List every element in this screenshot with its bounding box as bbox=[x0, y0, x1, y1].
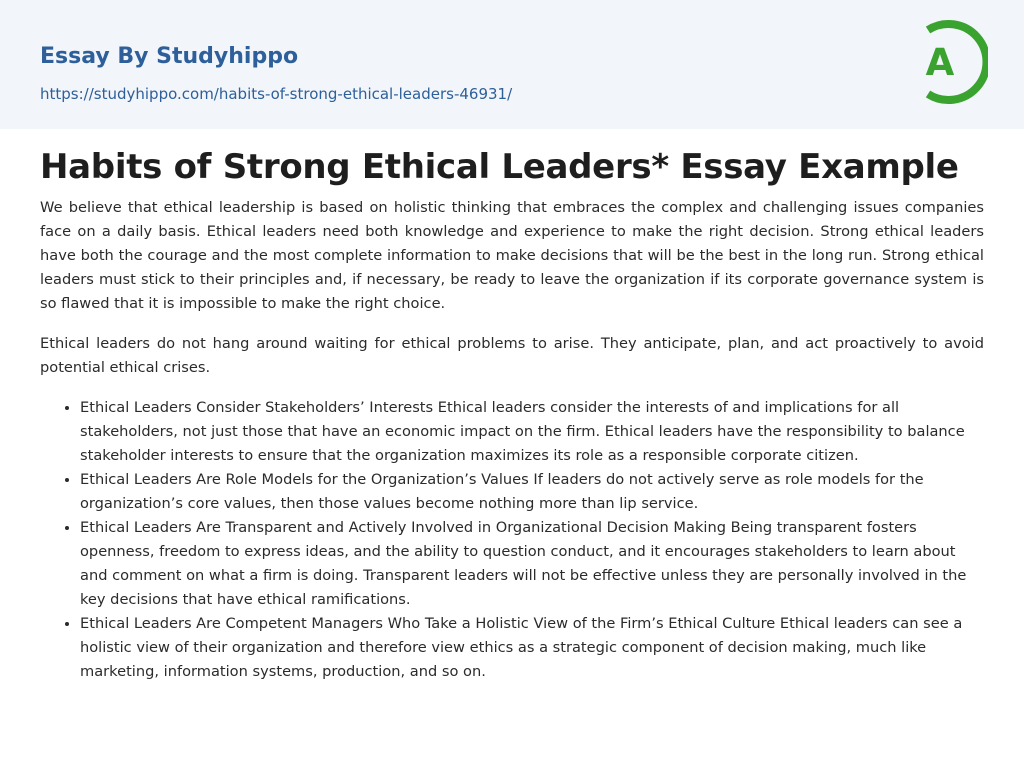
list-item: • Ethical Leaders Are Transparent and Actively Involved in Organizational Decision Making Being transparent fosters openness, freedom to express ideas, and the ability to question conduct, and it encourages stakeholders to learn about and comment on what a firm is doing. Transparent leaders will not be effective unless they are personally involved in the key decisions that have ethical ramifications. bbox=[80, 516, 984, 612]
source-url-link[interactable]: https://studyhippo.com/habits-of-strong-ethical-leaders-46931/ bbox=[40, 85, 513, 103]
list-item: • Ethical Leaders Are Role Models for the Organization’s Values If leaders do not actively serve as role models for the organization’s core values, then those values become nothing more than lip service. bbox=[80, 468, 984, 516]
list-item: • Ethical Leaders Are Competent Managers Who Take a Holistic View of the Firm’s Ethical Culture Ethical leaders can see a holistic view of their organization and therefore view ethics as a strategic component of decision making, much like marketing, information systems, production, and so on. bbox=[80, 612, 984, 684]
circle-a-logo-icon[interactable] bbox=[904, 18, 988, 106]
paragraph-proactive: Ethical leaders do not hang around waiting for ethical problems to arise. They anticipate, plan, and act proactively to avoid potential ethical crises. bbox=[40, 335, 984, 376]
page-title: Habits of Strong Ethical Leaders* Essay Example bbox=[40, 147, 959, 187]
article bbox=[40, 144, 984, 684]
habits-list bbox=[40, 396, 984, 684]
paragraph-intro: We believe that ethical leadership is based on holistic thinking that embraces the complex and challenging issues companies face on a daily basis. Ethical leaders need both knowledge and experience to make the right decision. Strong ethical leaders have both the courage and the most complete information to make decisions that will be the best in the long run. Strong ethical leaders must stick to their principles and, if necessary, be ready to leave the organization if its corporate governance system is so flawed that it is impossible to make the right choice. bbox=[40, 199, 984, 312]
page-header bbox=[0, 0, 1024, 129]
brand-title[interactable]: Essay By Studyhippo bbox=[40, 44, 299, 69]
logo-letter: A bbox=[925, 41, 955, 84]
list-item: • Ethical Leaders Consider Stakeholders’ Interests Ethical leaders consider the interests of and implications for all stakeholders, not just those that have an economic impact on the firm. Ethical leaders have the responsibility to balance stakeholder interests to ensure that the organization maximizes its role as a responsible corporate citizen. bbox=[80, 396, 984, 468]
